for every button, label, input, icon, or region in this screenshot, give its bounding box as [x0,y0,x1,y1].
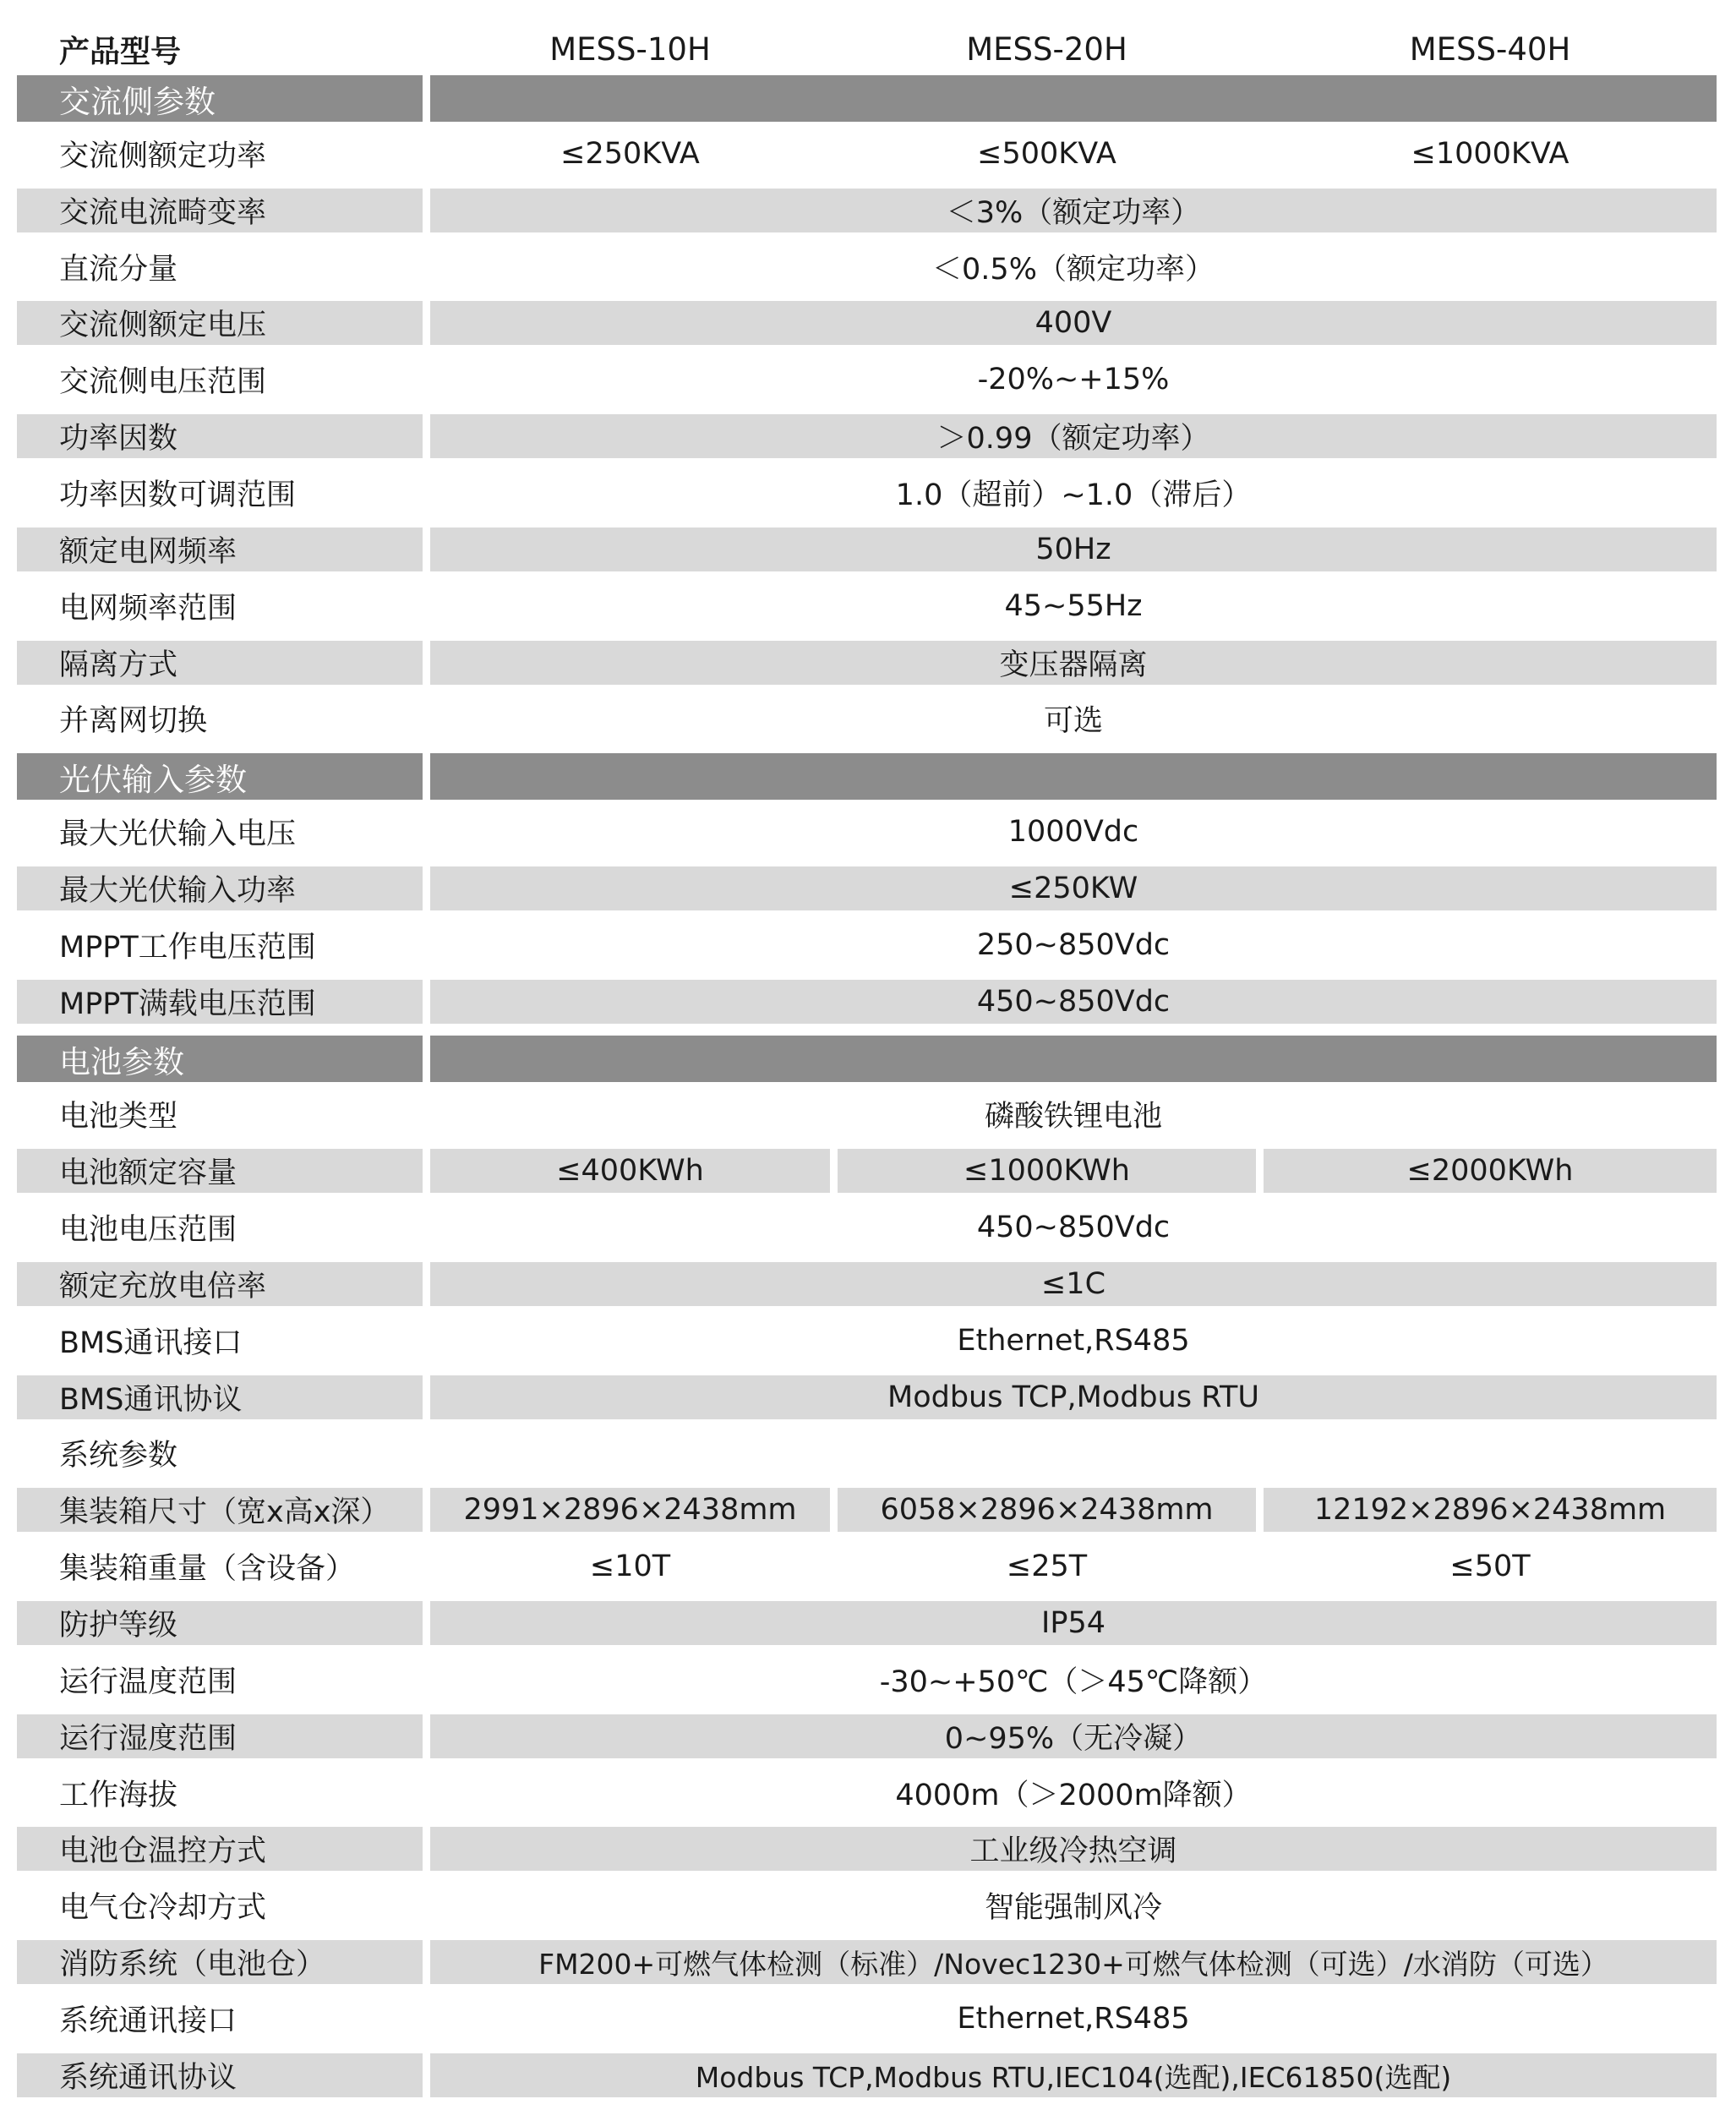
spec-row [0,584,1736,641]
section-title: 光伏输入参数 [17,753,423,800]
spec-value: 50Hz [430,528,1717,571]
spec-label: 集装箱尺寸（宽x高x深） [17,1488,423,1532]
spec-value: -30~+50℃（＞45℃降额） [879,1665,1268,1699]
table-header-row [0,24,1736,80]
spec-value: 400V [430,301,1717,345]
spec-value: IP54 [430,1601,1717,1645]
spec-value: ＜0.5%（额定功率） [932,253,1215,287]
spec-label: 系统通讯接口 [59,2004,237,2038]
model-heading: MESS-10H [549,30,711,68]
spec-value: ≤1C [430,1262,1717,1306]
spec-row [0,1431,1736,1488]
spec-row [0,245,1736,302]
spec-label: 额定电网频率 [17,528,423,571]
spec-value [430,1431,1717,1475]
spec-row [0,2053,1736,2110]
spec-label: 交流电流畸变率 [17,189,423,232]
spec-label: 消防系统（电池仓） [17,1940,423,1984]
spec-row [0,1205,1736,1262]
spec-row [0,1883,1736,1940]
spec-row [0,923,1736,980]
spec-value: 可选 [1043,704,1103,738]
spec-row [0,1771,1736,1828]
spec-value: ≤10T [589,1550,671,1583]
spec-value: Modbus TCP,Modbus RTU [430,1375,1717,1419]
spec-label: 电网频率范围 [59,592,237,626]
spec-value: 4000m（＞2000m降额） [895,1779,1252,1812]
spec-value: Modbus TCP,Modbus RTU,IEC104(选配),IEC61850(选配) [430,2053,1717,2097]
spec-value: ≤1000KVA [1411,137,1569,171]
section-header-row [0,753,1736,810]
header-label: 产品型号 [59,34,182,69]
spec-label: 防护等级 [17,1601,423,1645]
spec-row [0,414,1736,471]
spec-label: 隔离方式 [17,641,423,685]
spec-label: 并离网切换 [59,704,208,738]
spec-label: 工作海拔 [59,1779,178,1812]
spec-row [0,1319,1736,1375]
spec-value: ＜3%（额定功率） [430,189,1717,232]
spec-label: 交流侧额定电压 [17,301,423,345]
spec-label: 功率因数 [17,414,423,458]
section-fill [430,1036,1717,1082]
spec-value: Ethernet,RS485 [957,1324,1190,1358]
spec-label: 电池电压范围 [59,1213,237,1247]
spec-label: 电池额定容量 [17,1149,423,1193]
spec-label: 电气仓冷却方式 [59,1891,267,1925]
spec-value: 1.0（超前）~1.0（滞后） [895,478,1252,512]
spec-row [0,1544,1736,1601]
spec-value: ≤250KVA [560,137,700,171]
spec-row [0,132,1736,189]
spec-label: 运行湿度范围 [17,1714,423,1758]
model-heading: MESS-40H [1409,30,1571,68]
spec-label: 直流分量 [59,253,178,287]
section-title: 交流侧参数 [17,75,423,122]
spec-value: 6058×2896×2438mm [838,1488,1256,1532]
spec-row [0,1827,1736,1883]
section-header-row [0,1036,1736,1092]
spec-value: ≤400KWh [430,1149,830,1193]
spec-value: ≤25T [1006,1550,1088,1583]
spec-row [0,189,1736,245]
spec-row [0,866,1736,923]
spec-value: 12192×2896×2438mm [1264,1488,1717,1532]
spec-row [0,1149,1736,1205]
spec-row [0,1940,1736,1997]
spec-label: 额定充放电倍率 [17,1262,423,1306]
spec-value: 磷酸铁锂电池 [984,1100,1162,1134]
spec-row [0,1658,1736,1714]
spec-label: 电池仓温控方式 [17,1827,423,1871]
spec-label: 最大光伏输入电压 [59,817,297,851]
spec-row [0,358,1736,414]
spec-value: Ethernet,RS485 [957,2002,1190,2036]
spec-value: 450~850Vdc [976,1211,1171,1244]
spec-value: FM200+可燃气体检测（标准）/Novec1230+可燃气体检测（可选）/水消防（可选） [430,1940,1717,1984]
spec-row [0,1601,1736,1658]
spec-row [0,301,1736,358]
spec-label: MPPT工作电压范围 [59,931,316,965]
spec-label: MPPT满载电压范围 [17,980,423,1024]
spec-label: 电池类型 [59,1100,178,1134]
spec-row [0,528,1736,584]
spec-value: -20%~+15% [977,363,1170,396]
spec-row [0,641,1736,697]
spec-row [0,810,1736,866]
spec-value: 45~55Hz [1004,589,1143,623]
spec-label: 系统参数 [59,1439,178,1473]
section-fill [430,75,1717,122]
spec-label: 功率因数可调范围 [59,478,297,512]
spec-value: 2991×2896×2438mm [430,1488,830,1532]
spec-label: 最大光伏输入功率 [17,866,423,910]
section-title: 电池参数 [17,1036,423,1082]
spec-row [0,980,1736,1036]
spec-value: ≤1000KWh [838,1149,1256,1193]
spec-row [0,1375,1736,1432]
spec-row [0,1997,1736,2053]
spec-label: BMS通讯接口 [59,1326,243,1360]
spec-value: 0~95%（无冷凝） [430,1714,1717,1758]
spec-row [0,1092,1736,1149]
spec-row [0,1262,1736,1319]
spec-label: 交流侧电压范围 [59,365,267,399]
section-fill [430,753,1717,800]
spec-label: 集装箱重量（含设备） [59,1552,356,1586]
spec-value: ≤250KW [430,866,1717,910]
spec-value: 450~850Vdc [430,980,1717,1024]
spec-row [0,471,1736,528]
spec-row [0,697,1736,753]
spec-label: 交流侧额定功率 [59,139,267,173]
spec-value: 智能强制风冷 [984,1891,1162,1925]
spec-value: ≤2000KWh [1264,1149,1717,1193]
spec-value: ＞0.99（额定功率） [430,414,1717,458]
spec-value: ≤50T [1449,1550,1531,1583]
spec-value: 1000Vdc [1007,815,1139,849]
spec-label: BMS通讯协议 [17,1375,423,1419]
section-header-row [0,75,1736,132]
spec-value: ≤500KVA [977,137,1116,171]
spec-label: 运行温度范围 [59,1665,237,1699]
spec-row [0,1714,1736,1771]
spec-row [0,1488,1736,1544]
spec-value: 变压器隔离 [430,641,1717,685]
model-heading: MESS-20H [966,30,1127,68]
spec-label: 系统通讯协议 [17,2053,423,2097]
spec-value: 250~850Vdc [976,928,1171,962]
spec-value: 工业级冷热空调 [430,1827,1717,1871]
